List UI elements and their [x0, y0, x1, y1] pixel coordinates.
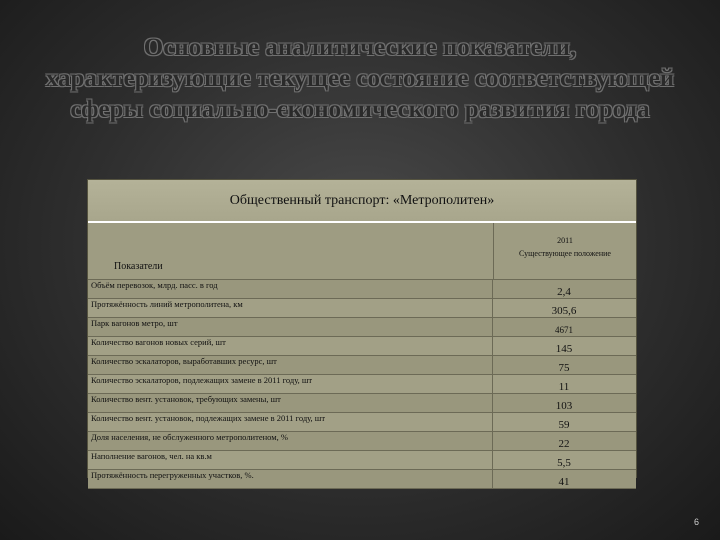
table-row: [88, 432, 636, 451]
row-label: Протяжённость перегруженных участков, %.: [88, 470, 493, 488]
header-year: 2011: [557, 236, 573, 245]
table-row: [88, 413, 636, 432]
table-row: [88, 318, 636, 337]
row-value: 41: [558, 476, 570, 488]
page-number: 6: [694, 517, 700, 527]
table-row: [88, 280, 636, 299]
row-label: Доля населения, не обслуженного метрополитеном, %: [88, 432, 493, 450]
row-value: 103: [555, 400, 573, 412]
row-label: Количество вагонов новых серий, шт: [88, 337, 493, 355]
table-row: [88, 375, 636, 394]
row-label: Протяжённость линий метрополитена, км: [88, 299, 493, 317]
row-value: 75: [558, 362, 570, 374]
row-value: 59: [558, 419, 570, 431]
row-value: 11: [558, 381, 570, 393]
row-label: Количество вент. установок, подлежащих замене в 2011 году, шт: [88, 413, 493, 431]
table-row: [88, 451, 636, 470]
row-value: 145: [555, 343, 573, 355]
slide-title: Основные аналитические показатели, характеризующие текущее состояние соответствующей сферы социально-єкономического развития города: [45, 34, 675, 123]
table-caption: Общественный транспорт: «Метрополитен»: [88, 180, 636, 223]
row-value: 305,6: [551, 305, 577, 317]
header-state: Существующее положение: [519, 249, 611, 258]
header-indicators-label: Показатели: [114, 261, 163, 272]
row-value: 22: [558, 438, 570, 450]
table-row: [88, 470, 636, 489]
table-row: [88, 394, 636, 413]
table-row: [88, 299, 636, 318]
row-label: Количество эскалаторов, выработавших ресурс, шт: [88, 356, 493, 374]
table-row: [88, 356, 636, 375]
row-label: Количество эскалаторов, подлежащих замене в 2011 году, шт: [88, 375, 493, 393]
row-value: 5,5: [557, 457, 571, 469]
indicators-table: [87, 179, 637, 488]
row-value: 2,4: [557, 286, 571, 298]
row-label: Объём перевозок, млрд. пасс. в год: [88, 280, 493, 298]
header-indicators-cell: [88, 223, 494, 279]
table-body: [88, 280, 636, 489]
row-label: Парк вагонов метро, шт: [88, 318, 493, 336]
header-value-cell: [494, 223, 636, 279]
row-label: Количество вент. установок, требующих замены, шт: [88, 394, 493, 412]
table-row: [88, 337, 636, 356]
row-label: Наполнение вагонов, чел. на кв.м: [88, 451, 493, 469]
row-value: 4671: [555, 325, 573, 335]
table-header-row: [88, 223, 636, 280]
